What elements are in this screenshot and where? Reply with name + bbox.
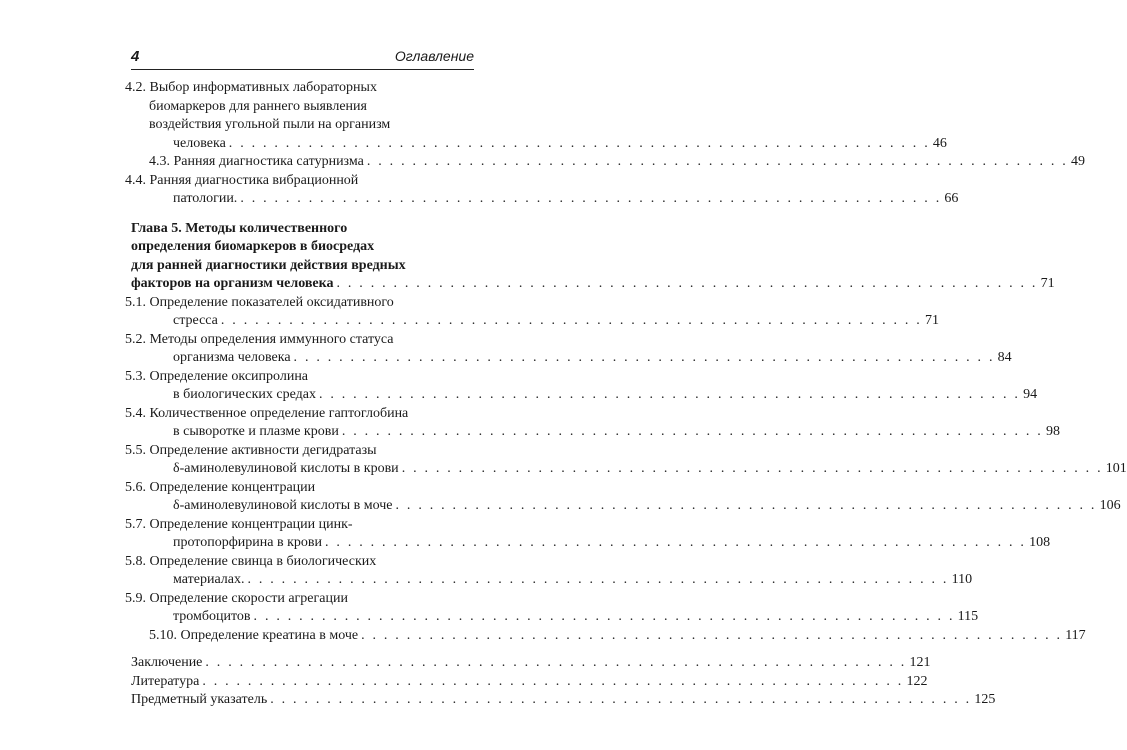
running-title: Оглавление <box>394 48 474 64</box>
toc-page-number: 110 <box>951 572 973 587</box>
dot-leader: . . . . . . . . . . . . . . . . . . . . . . . . . . . . . . . . . . . . . . . . . . . . . . . . . . . . . . . . . . . . . . <box>202 673 904 689</box>
section-gap <box>131 645 475 654</box>
toc-page-number: 101 <box>1105 461 1127 476</box>
toc-entry-line: Предметный указатель <box>131 692 268 707</box>
dot-leader: . . . . . . . . . . . . . . . . . . . . . . . . . . . . . . . . . . . . . . . . . . . . . . . . . . . . . . . . . . . . . . <box>270 692 972 707</box>
toc-page-number: 115 <box>957 609 979 624</box>
toc-entry-line: 5.1. Определение показателей оксидативного <box>125 294 394 310</box>
toc-entry[interactable] <box>125 442 1127 479</box>
toc-entry[interactable] <box>125 79 947 153</box>
toc-entry-line: Заключение <box>131 655 203 670</box>
toc-entry-line: Литература <box>131 673 200 689</box>
toc-entry-line: 5.10. Определение креатина в моче <box>149 627 359 643</box>
running-header <box>131 46 474 68</box>
toc-page-number: 46 <box>932 135 947 151</box>
dot-leader: . . . . . . . . . . . . . . . . . . . . . . . . . . . . . . . . . . . . . . . . . . . . . . . . . . . . . . . . . . . . . . <box>240 191 942 206</box>
toc-entry[interactable] <box>131 691 996 710</box>
toc-entry-line: δ-аминолевулиновой кислоты в крови <box>173 461 399 476</box>
dot-leader: . . . . . . . . . . . . . . . . . . . . . . . . . . . . . . . . . . . . . . . . . . . . . . . . . . . . . . . . . . . . . . <box>395 498 1097 513</box>
toc-entry-line: Глава 5. Методы количественного <box>131 220 348 236</box>
toc-entry-line: стресса <box>173 313 218 328</box>
toc-entry-line: человека <box>173 135 226 151</box>
toc-entry-line: материалах. <box>173 572 245 587</box>
toc-entry-line: 5.3. Определение оксипролина <box>125 368 309 384</box>
toc-entry-line: определения биомаркеров в биосредах <box>131 239 375 254</box>
dot-leader: . . . . . . . . . . . . . . . . . . . . . . . . . . . . . . . . . . . . . . . . . . . . . . . . . . . . . . . . . . . . . . <box>336 276 1038 291</box>
toc-entry[interactable] <box>125 172 959 209</box>
toc-entry[interactable] <box>125 479 1121 516</box>
toc-page-number: 84 <box>997 350 1012 365</box>
toc-page-number: 117 <box>1065 627 1086 643</box>
toc-entry[interactable] <box>125 516 1051 553</box>
dot-leader: . . . . . . . . . . . . . . . . . . . . . . . . . . . . . . . . . . . . . . . . . . . . . . . . . . . . . . . . . . . . . . <box>341 424 1043 439</box>
toc-entry-line: в биологических средах <box>173 387 316 402</box>
toc-entry-line: 5.9. Определение скорости агрегации <box>125 590 348 606</box>
dot-leader: . . . . . . . . . . . . . . . . . . . . . . . . . . . . . . . . . . . . . . . . . . . . . . . . . . . . . . . . . . . . . . <box>220 313 922 328</box>
toc-entry-line: 5.8. Определение свинца в биологических <box>125 553 377 569</box>
toc-page-number: 122 <box>906 673 928 689</box>
toc-page-number: 66 <box>944 191 959 206</box>
toc-entry[interactable] <box>125 553 973 590</box>
toc-entry-line: протопорфирина в крови <box>173 535 323 550</box>
toc-entry-line: 5.7. Определение концентрации цинк- <box>125 516 353 532</box>
header-rule <box>131 69 474 70</box>
dot-leader: . . . . . . . . . . . . . . . . . . . . . . . . . . . . . . . . . . . . . . . . . . . . . . . . . . . . . . . . . . . . . . <box>361 627 1063 643</box>
toc-page-number: 94 <box>1023 387 1038 402</box>
toc-page-number: 108 <box>1029 535 1051 550</box>
toc-entry[interactable] <box>125 405 1060 442</box>
toc-entry[interactable] <box>125 590 979 627</box>
toc-page-number: 125 <box>974 692 996 707</box>
toc-page-number: 71 <box>925 313 939 328</box>
toc-page-number: 49 <box>1070 154 1085 169</box>
toc-page-number: 98 <box>1045 424 1060 439</box>
page-number: 4 <box>131 48 140 65</box>
toc-entry-line: тромбоцитов <box>173 609 251 624</box>
toc-entry-line: 4.3. Ранняя диагностика сатурнизма <box>149 154 364 169</box>
toc-entry-line: факторов на организм человека <box>131 276 334 291</box>
toc-entry-line: 5.5. Определение активности дегидратазы <box>125 442 377 458</box>
toc-entry[interactable] <box>131 654 931 673</box>
toc-page-number: 121 <box>909 655 931 670</box>
toc-entry-line: 4.4. Ранняя диагностика вибрационной <box>125 172 359 188</box>
dot-leader: . . . . . . . . . . . . . . . . . . . . . . . . . . . . . . . . . . . . . . . . . . . . . . . . . . . . . . . . . . . . . . <box>325 535 1027 550</box>
toc-page-number: 106 <box>1099 498 1121 513</box>
toc-entry-line: 4.2. Выбор информативных лабораторных <box>125 80 377 95</box>
toc-entry[interactable] <box>131 673 928 692</box>
dot-leader: . . . . . . . . . . . . . . . . . . . . . . . . . . . . . . . . . . . . . . . . . . . . . . . . . . . . . . . . . . . . . . <box>205 655 907 670</box>
toc-entry-line: патологии. <box>173 191 238 206</box>
toc-page-number: 71 <box>1040 276 1055 291</box>
dot-leader: . . . . . . . . . . . . . . . . . . . . . . . . . . . . . . . . . . . . . . . . . . . . . . . . . . . . . . . . . . . . . . <box>401 461 1103 476</box>
dot-leader: . . . . . . . . . . . . . . . . . . . . . . . . . . . . . . . . . . . . . . . . . . . . . . . . . . . . . . . . . . . . . . <box>228 135 930 151</box>
toc-entry-line: в сыворотке и плазме крови <box>173 424 339 439</box>
toc-entry-line: 5.2. Методы определения иммунного статуса <box>125 331 394 347</box>
dot-leader: . . . . . . . . . . . . . . . . . . . . . . . . . . . . . . . . . . . . . . . . . . . . . . . . . . . . . . . . . . . . . . <box>247 572 949 587</box>
toc-entry-line: биомаркеров для раннего выявления <box>149 98 367 114</box>
dot-leader: . . . . . . . . . . . . . . . . . . . . . . . . . . . . . . . . . . . . . . . . . . . . . . . . . . . . . . . . . . . . . . <box>318 387 1021 402</box>
table-of-contents <box>125 79 1127 710</box>
toc-entry[interactable] <box>125 294 939 331</box>
dot-leader: . . . . . . . . . . . . . . . . . . . . . . . . . . . . . . . . . . . . . . . . . . . . . . . . . . . . . . . . . . . . . . <box>366 154 1068 169</box>
toc-entry-line: организма человека <box>173 350 291 365</box>
toc-entry-line: для ранней диагностики действия вредных <box>131 257 406 273</box>
toc-entry[interactable] <box>125 368 1038 405</box>
toc-entry-line: δ-аминолевулиновой кислоты в моче <box>173 498 393 513</box>
toc-entry-line: 5.4. Количественное определение гаптоглобина <box>125 405 409 421</box>
toc-entry-line: 5.6. Определение концентрации <box>125 479 316 495</box>
toc-chapter-entry[interactable] <box>131 220 1055 294</box>
dot-leader: . . . . . . . . . . . . . . . . . . . . . . . . . . . . . . . . . . . . . . . . . . . . . . . . . . . . . . . . . . . . . . <box>293 350 995 365</box>
toc-entry-line: воздействия угольной пыли на организм <box>149 117 391 132</box>
toc-entry[interactable] <box>131 627 1086 646</box>
dot-leader: . . . . . . . . . . . . . . . . . . . . . . . . . . . . . . . . . . . . . . . . . . . . . . . . . . . . . . . . . . . . . . <box>253 609 955 624</box>
toc-entry[interactable] <box>125 331 1012 368</box>
toc-entry[interactable] <box>131 153 1085 172</box>
